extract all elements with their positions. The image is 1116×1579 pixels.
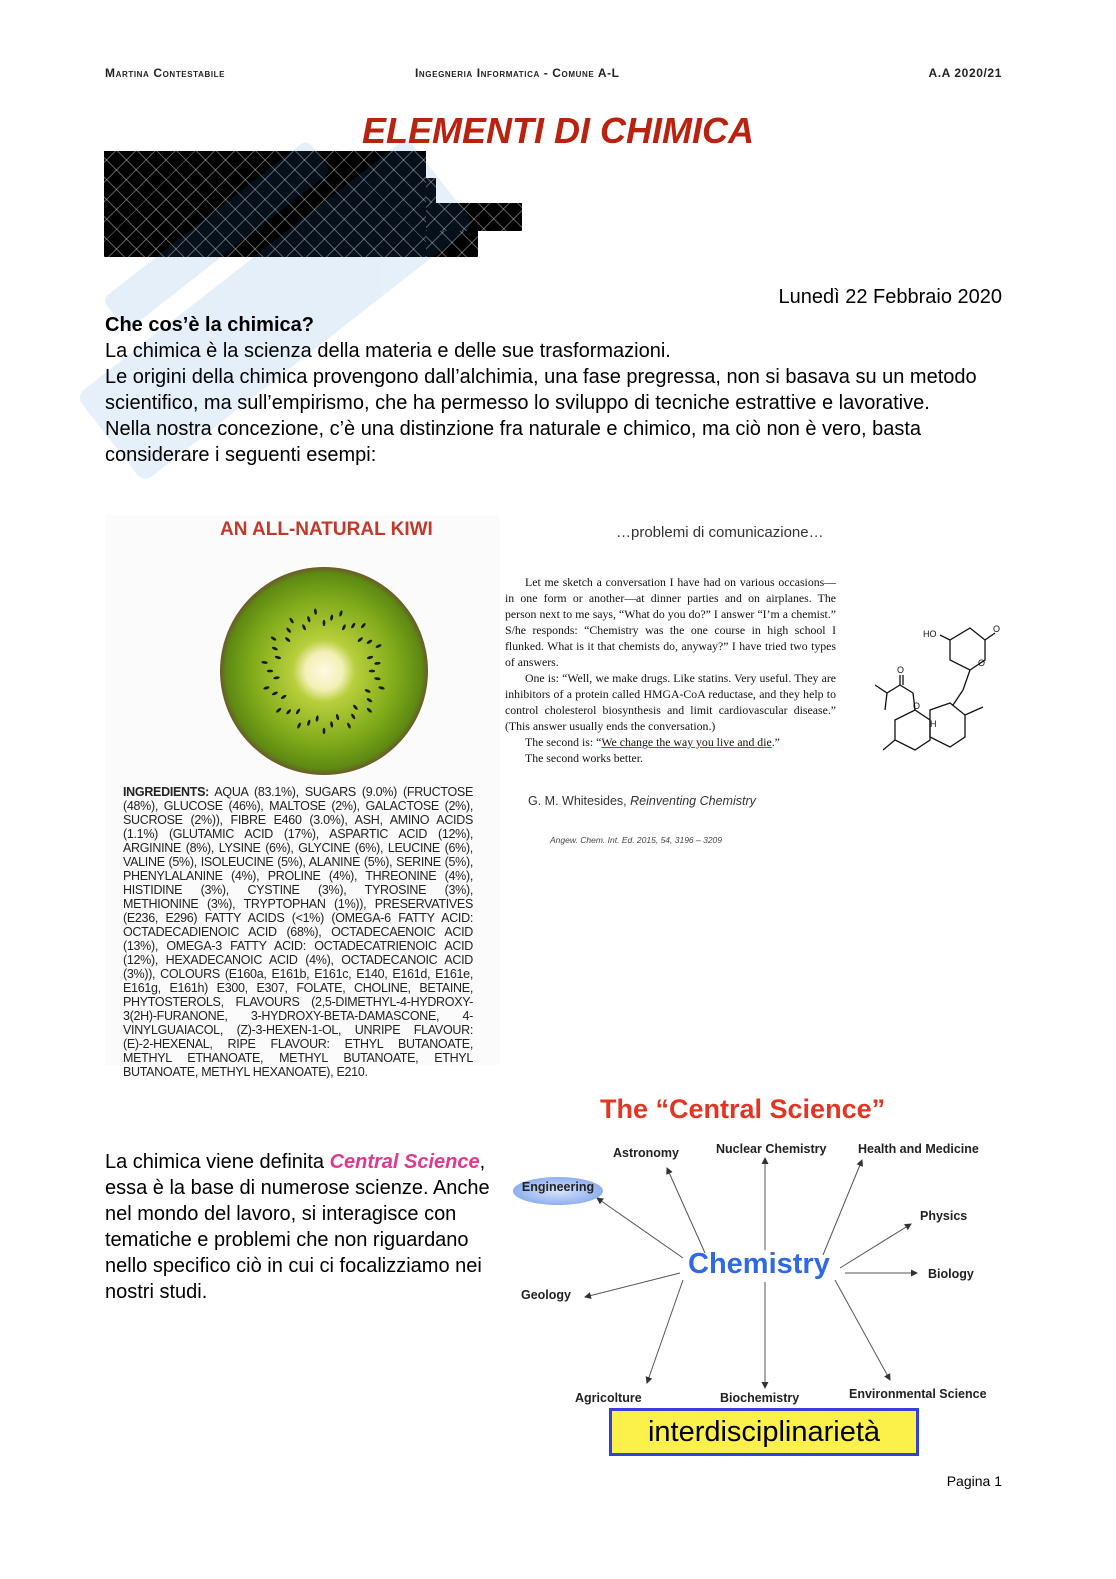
redacted-block (426, 231, 478, 257)
node-astronomy: Astronomy (613, 1146, 679, 1160)
central-text: La chimica viene definita (105, 1151, 330, 1173)
node-nuclear-chemistry: Nuclear Chemistry (716, 1142, 827, 1156)
diagram-title: The “Central Science” (600, 1094, 886, 1124)
paragraph: Le origini della chimica provengono dall’alchimia, una fase pregressa, non si basava su un metodo scientifico, ma sull’empirismo, che ha permesso lo sviluppo di tecniche estrattive e lavorative. (105, 366, 977, 414)
attribution (528, 794, 756, 808)
node-geology: Geology (521, 1288, 572, 1302)
molecule-label: H (930, 719, 937, 729)
header-author: Martina Contestabile (105, 66, 226, 80)
kiwi-title: AN ALL-NATURAL KIWI (220, 519, 433, 540)
node-health-medicine: Health and Medicine (858, 1142, 979, 1156)
kiwi-seed (323, 620, 326, 626)
kiwi-image (218, 565, 430, 777)
center-chemistry: Chemistry (688, 1248, 830, 1280)
header-course: Ingegneria Informatica - Comune A-L (415, 66, 620, 80)
page-number: Pagina 1 (946, 1473, 1002, 1489)
molecule-label: O (993, 624, 1001, 634)
node-biology: Biology (928, 1267, 974, 1281)
redacted-block (104, 151, 426, 257)
quote-underlined: We change the way you live and die (601, 735, 772, 749)
molecule-label: O (897, 665, 905, 675)
redacted-block (426, 203, 522, 231)
attribution-name: G. M. Whitesides, (528, 794, 631, 808)
communication-title: …problemi di comunicazione… (616, 524, 824, 541)
communication-panel (500, 515, 1005, 855)
central-science-highlight: Central Science (329, 1151, 480, 1173)
header-year: A.A 2020/21 (928, 66, 1002, 80)
page-title: ELEMENTI DI CHIMICA (362, 110, 754, 151)
node-agriculture: Agricolture (575, 1391, 642, 1405)
section-heading: Che cos’è la chimica? (105, 314, 314, 336)
node-engineering: Engineering (513, 1177, 603, 1205)
quote-text: .” (771, 735, 780, 749)
kiwi-seed (369, 670, 375, 673)
paragraph: Nella nostra concezione, c’è una distinzione fra naturale e chimico, ma ciò non è vero, basta considerare i seguenti esempi: (105, 418, 922, 466)
node-environmental-science: Environmental Science (849, 1387, 987, 1401)
central-science-text (105, 1149, 490, 1305)
statin-molecule (875, 615, 1005, 765)
molecule-label: HO (923, 629, 937, 639)
node-biochemistry: Biochemistry (720, 1391, 800, 1405)
attribution-title: Reinventing Chemistry (630, 794, 756, 808)
interdisciplinarity-badge: interdisciplinarietà (609, 1408, 919, 1456)
paragraph: La chimica è la scienza della materia e delle sue trasformazioni. (105, 340, 671, 362)
kiwi-panel (105, 515, 500, 1079)
ingredients-text: AQUA (83.1%), SUGARS (9.0%) (FRUCTOSE (48%), GLUCOSE (46%), MALTOSE (2%), GALACTOSE (2%), SUCROSE (2%)), FIBRE E460 (3.0%), ASH, AMINO ACIDS (1.1%) (GLUTAMIC ACID (17%), ASPARTIC ACID (12%), ARGININE (8%), LYSINE (6%), GLYCINE (6%), LEUCINE (6%), VALINE (5%), ISOLEUCINE (5%), ALANINE (5%), SERINE (5%), PHENYLALANINE (4%), PROLINE (4%), THREONINE (4%), HISTIDINE (3%), CYSTINE (3%), TYROSINE (3%), METHIONINE (3%), TRYPTOPHAN (1%)), PRESERVATIVES (E236, E296) FATTY ACIDS (<1%) (OMEGA-6 FATTY ACID: OCTADECADIENOIC ACID (68%), OCTADECAENOIC ACID (13%), OMEGA-3 FATTY ACID: OCTADECATRIENOIC ACID (12%), HEXADECANOIC ACID (4%), OCTADECANOIC ACID (3%)), COLOURS (E160a, E161b, E161c, E140, E161d, E161e, E161g, E161h) E300, E307, FOLATE, CHOLINE, BETAINE, PHYTOSTEROLS, FLAVOURS (2,5-DIMETHYL-4-HYDROXY-3(2H)-FURANONE, 3-HYDROXY-BETA-DAMASCONE, 4-VINYLGUAIACOL, (Z)-3-HEXEN-1-OL, UNRIPE FLAVOUR: (E)-2-HEXENAL, RIPE FLAVOUR: ETHYL BUTANOATE, METHYL ETHANOATE, METHYL BUTANOATE, ETHYL BUTANOATE, METHYL HEXANOATE), E210. (123, 785, 473, 1079)
date: Lunedì 22 Febbraio 2020 (778, 286, 1002, 308)
quote-paragraph: One is: “Well, we make drugs. Like statins. Very useful. They are inhibitors of a protein called HMGA-CoA reductase, and they help to control cholesterol biosynthesis and limit cardiovascular disease.” (This answer usually ends the conversation.) (505, 671, 836, 733)
molecule-label: O (978, 658, 986, 668)
quote-text: The second is: “ (525, 735, 602, 749)
central-science-diagram (505, 1090, 1005, 1470)
kiwi-ingredients (123, 785, 473, 1079)
ingredients-label: INGREDIENTS: (123, 785, 209, 799)
central-text: , essa è la base di numerose scienze. Anche nel mondo del lavoro, si interagisce con tematiche e problemi che non riguardano nello specifico ciò in cui ci focalizziamo nei nostri studi. (105, 1151, 490, 1303)
quote-paragraph: The second works better. (525, 751, 643, 765)
kiwi-seed (323, 728, 326, 734)
citation: Angew. Chem. Int. Ed. 2015, 54, 3196 – 3209 (550, 835, 723, 845)
molecule-label: O (913, 701, 921, 711)
node-physics: Physics (920, 1209, 968, 1223)
quote-paragraph (505, 734, 836, 750)
intro-text (105, 312, 1010, 468)
kiwi-seed (267, 670, 273, 673)
quote-paragraph: Let me sketch a conversation I have had on various occasions—in one form or another—at dinner parties and on airplanes. The person next to me says, “What do you do?” I answer “I’m a chemist.” S/he responds: “Chemistry was the one course in high school I flunked. What is it that chemists do, anyway?” I have tried two types of answers. (505, 575, 836, 669)
whitesides-quote (505, 574, 836, 766)
